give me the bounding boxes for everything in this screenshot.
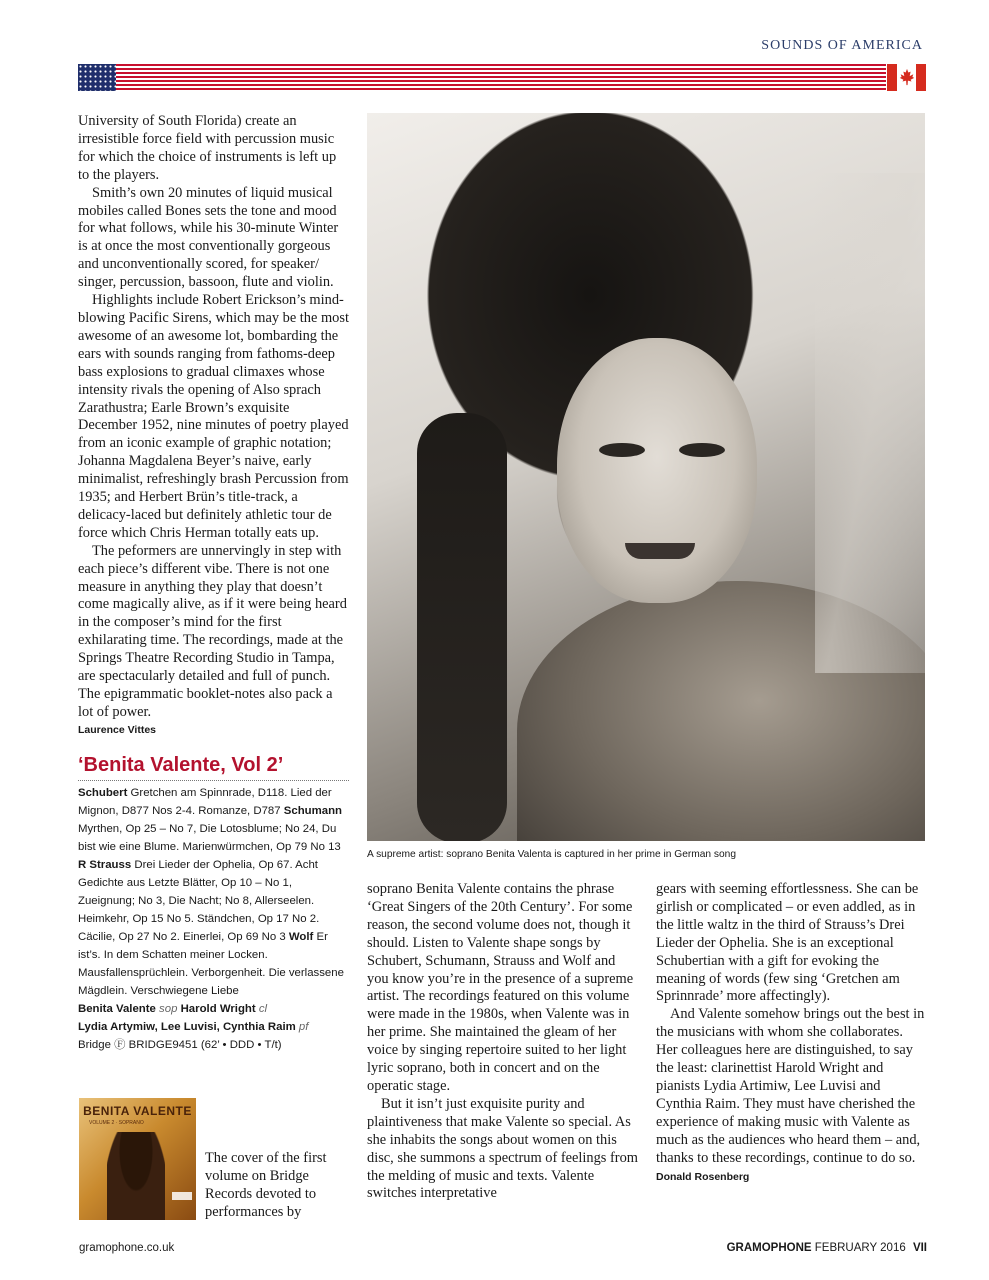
review-specs — [78, 784, 349, 1054]
composer-schumann: Schumann — [283, 804, 343, 817]
paragraph: soprano Benita Valente contains the phrase ‘Great Singers of the 20th Century’. For some reason, the second volume does not, though it should. Listen to Valente shape songs by Schubert, Schumann, Strauss and Wolf and you know you’re in the presence of a supreme artist. The recordings featured on this volume were made in the 1980s, when Valente was in her prime. She maintained the gleam of her voice by singing repertoire suited to her light lyric soprano, both in concert and on the operatic stage. — [367, 881, 634, 1094]
artist-valente: Benita Valente — [78, 1002, 156, 1015]
paragraph: Smith’s own 20 minutes of liquid musical mobiles called Bones sets the tone and mood for what follows, while his 30-minute Winter is at once the most conventionally gorgeous and unconventionally scored, for speaker/ singer, percussion, bassoon, flute and violin. — [78, 184, 339, 291]
paragraph: But it isn’t just exquisite purity and plaintiveness that make Valente so special. As she inhabits the songs about women on this disc, she summons a spectrum of feelings from the melding of music and texts. Valente switches interpretative — [367, 1095, 638, 1202]
works-schubert: Gretchen am Spinnrade, D118. Lied der Mignon, D877 Nos 2-4. Romanze, D787 — [78, 786, 332, 817]
label-catalogue: Bridge Ⓕ BRIDGE9451 (62’ • DDD • T/t) — [78, 1038, 282, 1051]
reviewer-byline: Laurence Vittes — [78, 723, 157, 736]
left-column — [78, 113, 349, 1054]
artist-wright: Harold Wright — [180, 1002, 256, 1015]
works-wolf: Er ist’s. In dem Schatten meiner Locken. Mausfallensprüchlein. Verborgenheit. Die verlassene Mägdlein. Verschwiegene Liebe — [78, 930, 344, 997]
paragraph: University of South Florida) create an irresistible force field with percussion music for which the choice of instruments is left up to the players. — [78, 113, 337, 183]
role: sop — [155, 1002, 181, 1015]
paragraph: The peformers are unnervingly in step with each piece’s different vibe. There is not one measure in anything they play that doesn’t come magically alive, as if it were being heard in the composer’s mind for the first exhilarating time. The recordings, made at the Springs Theatre Recording Studio in Tampa, are spectacularly detailed and full of punch. The epigrammatic booklet-notes also pack a lot of power. — [78, 542, 347, 720]
footer-brand: GRAMOPHONE — [726, 1242, 812, 1254]
reviewer-signature: Donald Rosenberg — [656, 1170, 750, 1183]
right-column — [656, 881, 928, 1186]
review-title: ‘Benita Valente, Vol 2’ — [78, 754, 349, 781]
role: cl — [255, 1002, 268, 1015]
page-number: VII — [912, 1242, 927, 1254]
footer-site: gramophone.co.uk — [79, 1242, 175, 1254]
composer-schubert: Schubert — [78, 786, 128, 799]
paragraph: Highlights include Robert Erickson’s mind-blowing Pacific Sirens, which may be the most awesome of an awesome lot, bombarding the ears with sounds ranging from fathoms-deep bass explosions to gradual climaxes whose intensity rivals the opening of Also sprach Zarathustra; Earle Brown’s exquisite December 1952, nine minutes of poetry played from an iconic example of graphic notation; Johanna Magdalena Beyer’s naive, early minimalist, refreshingly brash Percussion from 1935; and Herbert Brün’s title-track, a delicacy-laced but definitely athletic tour de force which Chris Herman totally eats up. — [78, 292, 349, 541]
works-strauss: Drei Lieder der Ophelia, Op 67. Acht Gedichte aus Letzte Blätter, Op 10 – No 1, Zueignung; No 3, Die Nacht; No 8, Allerseelen. Heimkehr, Op 15 No 5. Ständchen, Op 17 No 2. Cäcilie, Op 27 No 2. Einerlei, Op 69 No 3 — [78, 858, 320, 943]
paragraph: gears with seeming effortlessness. She can be girlish or complicated – or even addled, as in the little waltz in the third of Strauss’s Drei Lieder der Ophelia. She is an exceptional Schubertian with a gift for evoking the meaning of words (few sing ‘Gretchen am Sprinnrade’ more affectingly). — [656, 881, 919, 1005]
cover-caption: The cover of the first volume on Bridge Records devoted to performances by — [205, 1150, 327, 1220]
canada-flag-icon — [886, 64, 926, 91]
album-cover-subtitle: VOLUME 2 · SOPRANO — [89, 1120, 144, 1126]
album-cover-title: BENITA VALENTE — [83, 1104, 192, 1118]
album-cover — [79, 1098, 196, 1220]
us-flag-canton-icon — [78, 64, 116, 91]
middle-column — [367, 881, 640, 1203]
works-schumann: Myrthen, Op 25 – No 7, Die Lotosblume; No 24, Du bist wie eine Blume. Marienwürmchen, Op 79 No 13 — [78, 822, 341, 853]
portrait-photo — [367, 113, 925, 841]
paragraph: And Valente somehow brings out the best in the musicians with whom she collaborates. Her colleagues here are distinguished, to say the least: clarinettist Harold Wright and pianists Lydia Artimiw, Lee Luvisi and Cynthia Raim. They must have cherished the experience of making music with Valente as much as the audiences who heard them – and, thanks to these recordings, continue to do so. Donald Rosenberg — [656, 1006, 925, 1183]
composer-wolf: Wolf — [288, 930, 314, 943]
footer-date: FEBRUARY 2016 — [814, 1242, 906, 1254]
role: pf — [295, 1020, 309, 1033]
artist-pianists: Lydia Artymiw, Lee Luvisi, Cynthia Raim — [78, 1020, 296, 1033]
photo-caption: A supreme artist: soprano Benita Valenta is captured in her prime in German song — [367, 849, 737, 860]
footer-issue — [727, 1242, 927, 1254]
composer-strauss: R Strauss — [78, 858, 132, 871]
flag-banner — [78, 64, 926, 91]
section-label: SOUNDS OF AMERICA — [761, 38, 923, 53]
